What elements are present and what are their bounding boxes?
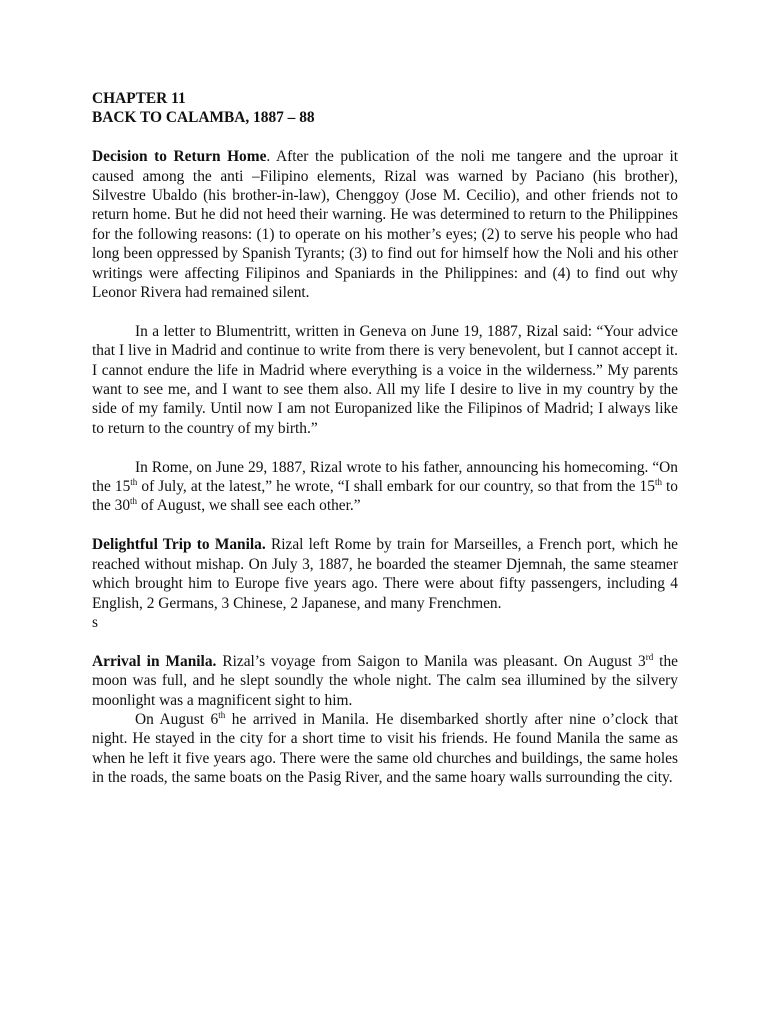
rome-sup-1: th <box>130 476 138 487</box>
rome-sup-3: th <box>130 496 138 507</box>
arrival-sup-1: rd <box>645 651 654 662</box>
arrival-heading: Arrival in Manila. <box>92 652 217 670</box>
arrival-text-1: Rizal’s voyage from Saigon to Manila was pleasant. On August 3 <box>216 652 646 670</box>
rome-text-2: of July, at the latest,” he wrote, “I shall embark for our country, so that from the 15 <box>137 478 655 496</box>
manila-sup-1: th <box>218 709 226 720</box>
trip-paragraph <box>92 535 678 613</box>
trip-text: Rizal left Rome by train for Marseilles, a French port, which he reached without mishap. On July 3, 1887, he boarded the steamer Djemnah, the same steamer which brought him to Europe five years ago. There were about fifty passengers, including 4 English, 2 Germans, 3 Chinese, 2 Japanese, and many Frenchmen. <box>92 536 678 612</box>
manila-paragraph <box>92 710 678 788</box>
rome-text-1: In Rome, on June 29, 1887, Rizal wrote to his father, announcing his homecoming. “On the 15 <box>92 458 678 496</box>
rome-text-4: of August, we shall see each other.” <box>137 497 361 515</box>
manila-text-2: he arrived in Manila. He disembarked shortly after nine o’clock that night. He stayed in the city for a short time to visit his friends. He found Manila the same as when he left it five years ago. There were the same old churches and buildings, the same holes in the roads, the same boats on the Pasig River, and the same hoary walls surrounding the city. <box>92 710 678 787</box>
chapter-title: BACK TO CALAMBA, 1887 – 88 <box>92 109 315 127</box>
decision-text: . After the publication of the noli me tangere and the uproar it caused among the anti –Filipino elements, Rizal was warned by Paciano (his brother), Silvestre Ubaldo (his brother-in-law), Chenggoy (Jose M. Cecilio), and other friends not to return home. But he did not heed their warning. He was determined to return to the Philippines for the following reasons: (1) to operate on his mother’s eyes; (2) to serve his people who had long been oppressed by Spanish Tyrants; (3) to find out for himself how the Noli and his other writings were affecting Filipinos and Spaniards in the Philippines: and (4) to find out why Leonor Rivera had remained silent. <box>92 148 678 302</box>
arrival-text-2: the moon was full, and he slept soundly the whole night. The calm sea illumined by the silvery moonlight was a magnificent sight to him. <box>92 652 678 709</box>
rome-text-3: to the 30 <box>92 478 679 515</box>
rome-sup-2: th <box>654 476 662 487</box>
chapter-number: CHAPTER 11 <box>92 90 186 107</box>
document-page <box>92 89 678 788</box>
trip-heading: Delightful Trip to Manila. <box>92 536 266 554</box>
letter-paragraph: In a letter to Blumentritt, written in Geneva on June 19, 1887, Rizal said: “Your advice that I live in Madrid and continue to write from there is very benevolent, but I cannot accept it. I cannot endure the life in Madrid where everything is a voice in the wilderness.” My parents want to see me, and I want to see them also. All my life I desire to live in my country by the side of my family. Until now I am not Europanized like the Filipinos of Madrid; I always like to return to the country of my birth.” <box>92 322 678 437</box>
decision-heading: Decision to Return Home <box>92 148 267 166</box>
manila-text-1: On August 6 <box>135 710 219 728</box>
arrival-paragraph <box>92 652 678 710</box>
stray-character: s <box>92 613 98 631</box>
rome-paragraph <box>92 458 678 516</box>
decision-paragraph <box>92 147 678 302</box>
